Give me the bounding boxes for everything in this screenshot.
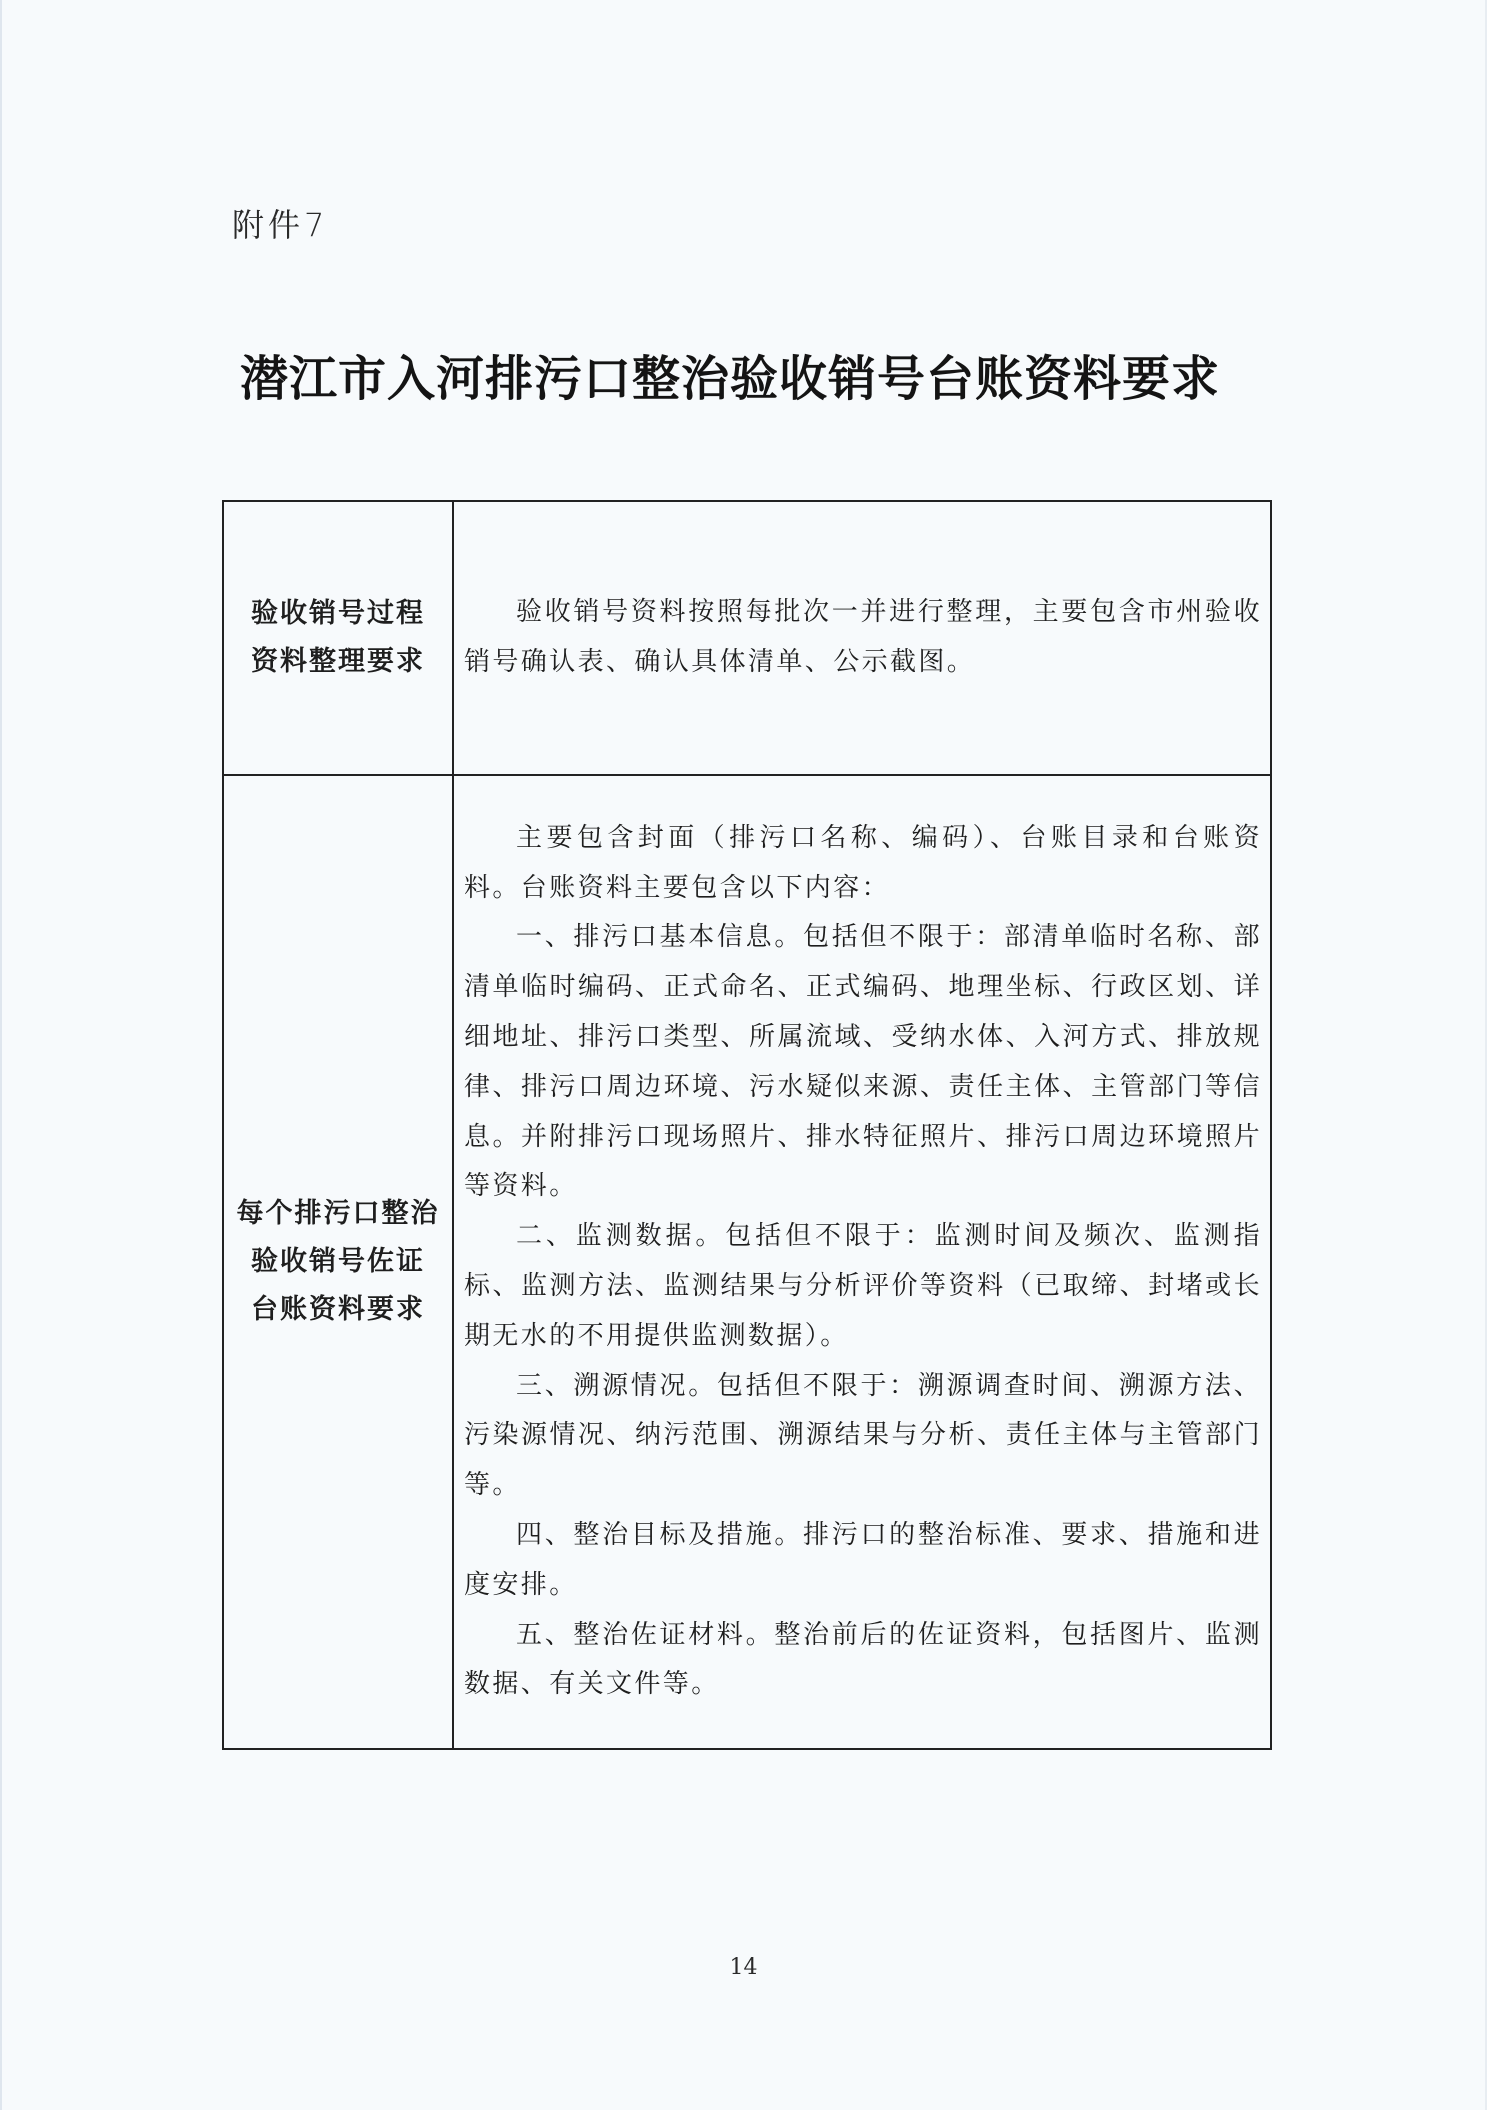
page-number: 14 xyxy=(729,1955,758,1980)
table-row xyxy=(223,501,1271,775)
content-paragraph: 四、整治目标及措施。排污口的整治标准、要求、措施和进度安排。 xyxy=(464,1519,1262,1600)
row-label-line: 每个排污口整治 xyxy=(236,1198,440,1229)
attachment-label: 附件7 xyxy=(232,206,329,244)
content-paragraph: 二、监测数据。包括但不限于：监测时间及频次、监测指标、监测方法、监测结果与分析评价等资料（已取缔、封堵或长期无水的不用提供监测数据）。 xyxy=(464,1221,1262,1351)
content-paragraph: 一、排污口基本信息。包括但不限于：部清单临时名称、部清单临时编码、正式命名、正式编码、地理坐标、行政区划、详细地址、排污口类型、所属流域、受纳水体、入河方式、排放规律、排污口周边环境、污水疑似来源、责任主体、主管部门等信息。并附排污口现场照片、排水特征照片、排污口周边环境照片等资料。 xyxy=(464,922,1262,1202)
row-label-line: 台账资料要求 xyxy=(251,1294,425,1325)
row-content-cell xyxy=(453,775,1271,1749)
row-label-line: 验收销号过程 xyxy=(251,598,425,629)
content-paragraph: 主要包含封面（排污口名称、编码）、台账目录和台账资料。台账资料主要包含以下内容： xyxy=(464,822,1262,903)
row-label-line: 验收销号佐证 xyxy=(251,1246,425,1277)
requirements-table xyxy=(222,500,1272,1750)
content-paragraph: 三、溯源情况。包括但不限于：溯源调查时间、溯源方法、污染源情况、纳污范围、溯源结果与分析、责任主体与主管部门等。 xyxy=(464,1370,1262,1501)
document-title: 潜江市入河排污口整治验收销号台账资料要求 xyxy=(239,351,1220,407)
content-paragraph: 验收销号资料按照每批次一并进行整理，主要包含市州验收销号确认表、确认具体清单、公示截图。 xyxy=(464,597,1262,677)
table-row xyxy=(223,775,1271,1749)
row-label-cell xyxy=(223,501,453,775)
row-label-line: 资料整理要求 xyxy=(251,646,425,677)
row-content-cell xyxy=(453,501,1271,775)
content-paragraph: 五、整治佐证材料。整治前后的佐证资料，包括图片、监测数据、有关文件等。 xyxy=(464,1619,1262,1700)
row-label-cell xyxy=(223,775,453,1749)
